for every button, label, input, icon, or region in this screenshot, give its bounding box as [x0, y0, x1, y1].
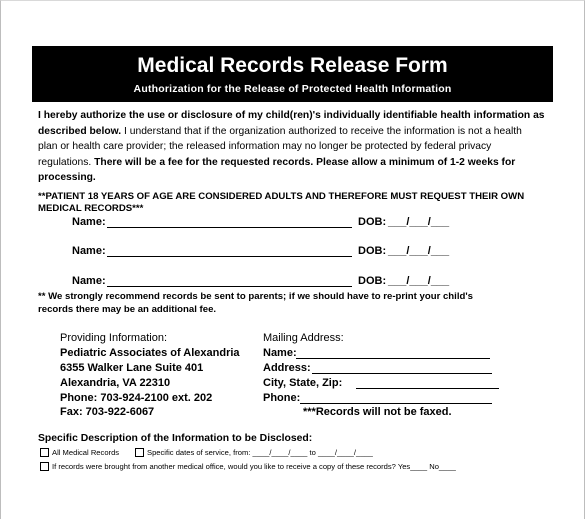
patient-dob-label: DOB:: [358, 275, 387, 287]
patient-dob-field[interactable]: ___/___/___: [388, 245, 450, 257]
mailing-city-label: City, State, Zip:: [263, 377, 343, 389]
all-records-label: All Medical Records: [52, 448, 120, 457]
intro-line-1: I hereby authorize the use or disclosure of my child(ren)'s individually identifiable health information as: [38, 110, 545, 121]
mailing-phone-field[interactable]: [300, 403, 492, 404]
intro-line-2: [38, 124, 553, 140]
intro-line-5: processing.: [38, 172, 96, 183]
specific-dates-label: Specific dates of service, from: ____/____/____ to ____/____/____: [147, 448, 373, 457]
fax-note: ***Records will not be faxed.: [303, 406, 452, 418]
specific-dates-checkbox[interactable]: [135, 448, 144, 457]
mailing-name-label: Name:: [263, 347, 297, 359]
intro-described-below: described below.: [38, 125, 122, 137]
intro-line-3: plan or health care provider; the released information may no longer be protected by federal privacy: [38, 141, 492, 152]
provider-fax: Fax: 703-922-6067: [60, 406, 155, 418]
providing-heading: Providing Information:: [60, 332, 167, 344]
intro-line-4: [38, 155, 553, 171]
patient-age-note-1: **PATIENT 18 YEARS OF AGE ARE CONSIDERED ADULTS AND THEREFORE MUST REQUEST THEIR OWN: [38, 191, 525, 202]
provider-phone: Phone: 703-924-2100 ext. 202: [60, 392, 213, 404]
patient-dob-label: DOB:: [358, 216, 387, 228]
patient-name-field[interactable]: [107, 227, 352, 228]
intro-fee-notice: There will be a fee for the requested records. Please allow a minimum of 1-2 weeks for: [94, 156, 516, 168]
form-title: Medical Records Release Form: [137, 54, 448, 77]
patient-age-note-2: MEDICAL RECORDS***: [38, 203, 144, 214]
intro-regulations: regulations.: [38, 156, 95, 168]
provider-city: Alexandria, VA 22310: [60, 377, 171, 389]
provider-name: Pediatric Associates of Alexandria: [60, 347, 240, 359]
prior-records-label: If records were brought from another medical office, would you like to receive a copy of these records? Yes____ No____: [52, 462, 456, 471]
mailing-address-field[interactable]: [312, 373, 492, 374]
mailing-phone-label: Phone:: [263, 392, 301, 404]
header-band: [32, 46, 553, 102]
patient-name-label: Name:: [72, 245, 106, 257]
patient-dob-label: DOB:: [358, 245, 387, 257]
mailing-city-field[interactable]: [356, 388, 499, 389]
patient-name-field[interactable]: [107, 286, 352, 287]
patient-name-label: Name:: [72, 216, 106, 228]
form-subtitle: Authorization for the Release of Protected Health Information: [133, 83, 452, 95]
all-records-checkbox[interactable]: [40, 448, 49, 457]
recommend-note-1: ** We strongly recommend records be sent to parents; if we should have to re-print your child's: [38, 291, 473, 302]
disclosed-heading: Specific Description of the Information to be Disclosed:: [38, 433, 313, 444]
provider-address: 6355 Walker Lane Suite 401: [60, 362, 204, 374]
prior-records-checkbox[interactable]: [40, 462, 49, 471]
authorization-statement: [38, 108, 553, 186]
recommend-note-2: records there may be an additional fee.: [38, 304, 217, 315]
patient-dob-field[interactable]: ___/___/___: [388, 275, 450, 287]
patient-dob-field[interactable]: ___/___/___: [388, 216, 450, 228]
mailing-address-label: Address:: [263, 362, 311, 374]
patient-name-label: Name:: [72, 275, 106, 287]
mailing-heading: Mailing Address:: [263, 332, 344, 344]
mailing-name-field[interactable]: [296, 358, 490, 359]
patient-name-field[interactable]: [107, 256, 352, 257]
intro-line-2-rest: I understand that if the organization authorized to receive the information is not a health: [121, 125, 522, 137]
